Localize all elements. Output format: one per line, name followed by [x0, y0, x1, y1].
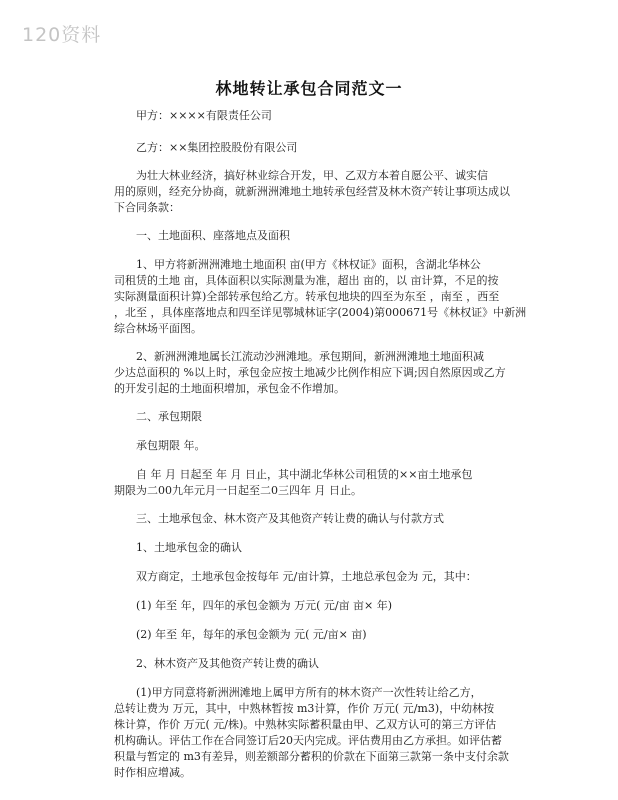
watermark: 120资料 — [22, 24, 102, 46]
subsection-2-text — [114, 685, 526, 781]
text-line: 下合同条款： — [114, 201, 180, 214]
text-line: 时作相应增减。 — [114, 766, 191, 779]
text-line: 综合林场平面图。 — [114, 322, 202, 335]
clause-1 — [114, 257, 526, 337]
text-line: (1)甲方同意将新洲洲滩地上属甲方所有的林木资产一次性转让给乙方， — [136, 686, 482, 699]
text-line: 2、新洲洲滩地属长江流动沙洲滩地。承包期间，新洲洲滩地土地面积减 — [136, 350, 484, 363]
section-heading-3: 三、土地承包金、林木资产及其他资产转让费的确认与付款方式 — [136, 512, 444, 525]
text-line: 总转让费为 万元，其中，中熟林暂按 m3计算，作价 万元( 元/m3)，中幼林按 — [114, 702, 495, 715]
intro-paragraph — [114, 168, 526, 216]
text-line: 的开发引起的土地面积增加，承包金不作增加。 — [114, 382, 345, 395]
term-detail — [114, 467, 526, 499]
text-line: 机构确认。评估工作在合同签订后20天内完成。评估费用由乙方承担。如评估蓄 — [114, 734, 502, 747]
text-line: 积量与暂定的 m3有差异，则差额部分蓄积的价款在下面第三款第一条中支付余款 — [114, 750, 509, 763]
text-line: 司租赁的土地 亩，具体面积以实际测量为准，超出 亩的，以 亩计算，不足的按 — [114, 274, 499, 287]
party-a: 甲方：××××有限责任公司 — [136, 109, 272, 122]
subsection-2: 2、林木资产及其他资产转让费的确认 — [136, 657, 319, 670]
text-line: ，北至 ，具体座落地点和四至详见鄂城林证字(2004)第000671号《林权证》中新洲 — [114, 306, 527, 319]
text-line: 株计算，作价 万元( 元/株)。中熟林实际蓄积量由甲、乙双方认可的第三方评估 — [114, 718, 497, 731]
list-item-2: (2) 年至 年，每年的承包金额为 元( 元/亩× 亩) — [136, 628, 367, 641]
text-line: 期限为二00九年元月一日起至二0三四年 月 日止。 — [114, 484, 362, 497]
text-line: 实际测量面积计算)全部转承包给乙方。转承包地块的四至为东至 ，南至 ，西至 — [114, 290, 500, 303]
clause-2 — [114, 349, 526, 397]
text-line: 自 年 月 日起至 年 月 日止，其中湖北华林公司租赁的××亩土地承包 — [136, 468, 473, 481]
list-item-1: (1) 年至 年，四年的承包金额为 万元( 元/亩 亩× 年) — [136, 599, 393, 612]
subsection-1-text: 双方商定，土地承包金按每年 元/亩计算，土地总承包金为 元，其中： — [136, 570, 477, 583]
text-line: 为壮大林业经济，搞好林业综合开发，甲、乙双方本着自愿公平、诚实信 — [136, 169, 488, 182]
section-heading-2: 二、承包期限 — [136, 410, 202, 423]
document-title: 林地转让承包合同范文一 — [215, 79, 403, 98]
document-body — [114, 108, 526, 781]
subsection-1: 1、土地承包金的确认 — [136, 541, 242, 554]
term-text: 承包期限 年。 — [136, 439, 206, 452]
text-line: 用的原则，经充分协商，就新洲洲滩地土地转承包经营及林木资产转让事项达成以 — [114, 185, 510, 198]
section-heading-1: 一、土地面积、座落地点及面积 — [136, 229, 290, 242]
party-b: 乙方：××集团控股股份有限公司 — [136, 141, 298, 154]
text-line: 少达总面积的 %以上时，承包金应按土地减少比例作相应下调;因自然原因或乙方 — [114, 366, 506, 379]
text-line: 1、甲方将新洲洲滩地土地面积 亩(甲方《林权证》面积，含湖北华林公 — [136, 258, 481, 271]
